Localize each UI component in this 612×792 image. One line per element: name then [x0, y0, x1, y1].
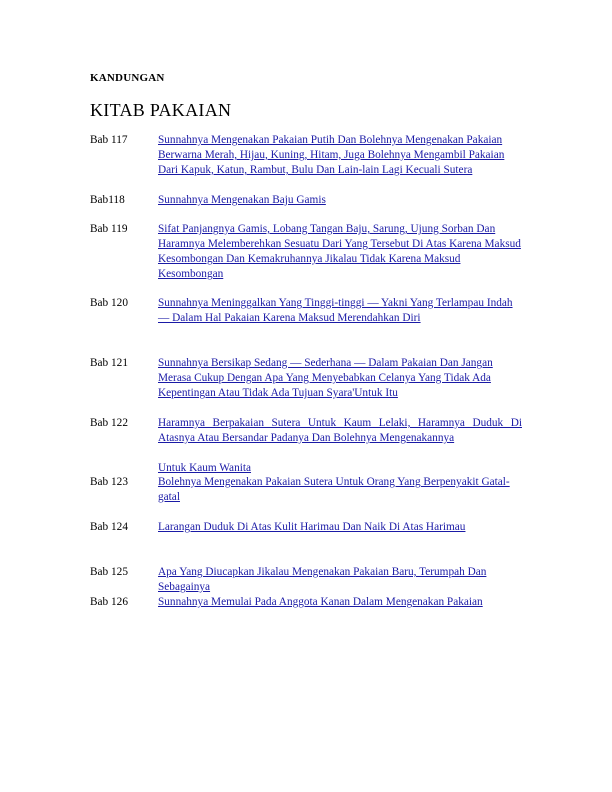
- chapter-link[interactable]: Sunnahnya Mengenakan Baju Gamis: [158, 194, 326, 206]
- chapter-number: Bab 123: [90, 476, 128, 488]
- chapter-number: Bab 119: [90, 223, 128, 235]
- section-label: KANDUNGAN: [90, 72, 165, 84]
- chapter-number: Bab 125: [90, 566, 128, 578]
- chapter-number: Bab 124: [90, 521, 128, 533]
- chapter-number: Bab118: [90, 194, 125, 206]
- chapter-link[interactable]: Sifat Panjangnya Gamis, Lobang Tangan Baju, Sarung, Ujung Sorban Dan Haramnya Melemberehkan Sesuatu Dari Yang Tersebut Di Atas Karena Maksud Kesombongan Dan Kemakruhannya Jikalau Tidak Karena Maksud Kesombongan: [158, 223, 521, 280]
- chapter-link-continuation[interactable]: Untuk Kaum Wanita: [158, 462, 252, 474]
- chapter-link[interactable]: Sunnahnya Mengenakan Pakaian Putih Dan Bolehnya Mengenakan Pakaian Berwarna Merah, Hijau, Kuning, Hitam, Juga Bolehnya Mengambil Pakaian Dari Kapuk, Katun, Rambut, Bulu Dan Lain-lain Lagi Kecuali Sutera: [158, 134, 505, 176]
- chapter-link[interactable]: Sunnahnya Bersikap Sedang — Sederhana — Dalam Pakaian Dan Jangan Merasa Cukup Dengan Apa Yang Menyebabkan Celanya Yang Tidak Ada Kepentingan Atau Tidak Ada Tujuan Syara'Untuk Itu: [158, 357, 493, 399]
- chapter-link[interactable]: Sunnahnya Meninggalkan Yang Tinggi-tinggi — Yakni Yang Terlampau Indah — Dalam Hal Pakaian Karena Maksud Merendahkan Diri: [158, 297, 513, 324]
- chapter-link[interactable]: Haramnya Berpakaian Sutera Untuk Kaum Lelaki, Haramnya Duduk Di Atasnya Atau Bersandar Padanya Dan Bolehnya Mengenakannya: [158, 417, 522, 444]
- chapter-number: Bab 122: [90, 417, 128, 429]
- book-title: KITAB PAKAIAN: [90, 100, 232, 120]
- chapter-number: Bab 126: [90, 596, 128, 608]
- chapter-link[interactable]: Apa Yang Diucapkan Jikalau Mengenakan Pakaian Baru, Terumpah Dan Sebagainya: [158, 566, 487, 593]
- chapter-number: Bab 121: [90, 357, 128, 369]
- chapter-number: Bab 120: [90, 297, 128, 309]
- chapter-link[interactable]: Larangan Duduk Di Atas Kulit Harimau Dan Naik Di Atas Harimau: [158, 521, 466, 533]
- chapter-number: Bab 117: [90, 134, 128, 146]
- chapter-link[interactable]: Bolehnya Mengenakan Pakaian Sutera Untuk Orang Yang Berpenyakit Gatal-gatal: [158, 476, 510, 503]
- chapter-link[interactable]: Sunnahnya Memulai Pada Anggota Kanan Dalam Mengenakan Pakaian: [158, 596, 483, 608]
